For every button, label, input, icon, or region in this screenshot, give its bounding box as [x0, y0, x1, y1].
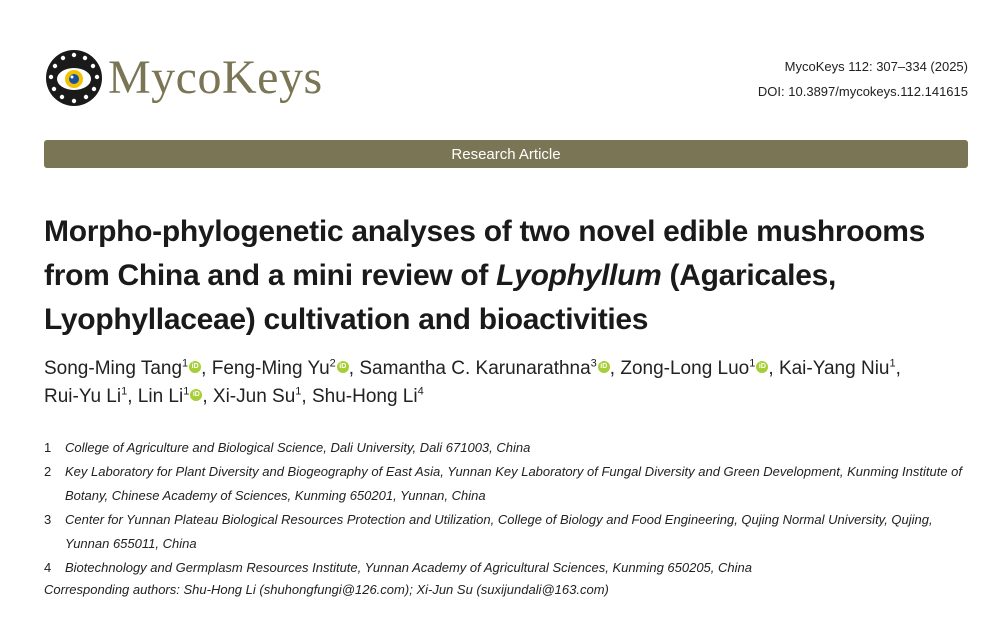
journal-logo[interactable]: [44, 48, 323, 108]
author-name: Shu-Hong Li: [311, 386, 418, 407]
orcid-icon[interactable]: iD: [189, 361, 201, 373]
title-genus: Lyophyllum: [496, 259, 662, 292]
author-affiliation: 3: [590, 357, 597, 370]
email-link-2[interactable]: suxijundali@163.com: [480, 582, 605, 597]
author: [44, 386, 127, 407]
author: [779, 358, 896, 379]
corresponding-author-1: Shu-Hong Li: [183, 582, 256, 597]
author: [212, 358, 349, 379]
doi-label: DOI:: [757, 84, 785, 99]
author: [620, 358, 768, 379]
affiliation-number: 3: [44, 512, 52, 527]
author-name: Zong-Long Luo: [620, 358, 750, 379]
author-name: Feng-Ming Yu: [211, 358, 330, 379]
doi-line: [758, 79, 968, 104]
author: [359, 358, 609, 379]
author: [213, 386, 302, 407]
citation: MycoKeys 112: 307–334 (2025): [784, 59, 968, 74]
orcid-icon[interactable]: iD: [598, 361, 610, 373]
affiliation-item: [44, 508, 974, 556]
title-part-1: Morpho-phylogenetic analyses of two novel edible mushrooms from China and a mini review of: [44, 215, 926, 292]
doi-link[interactable]: 10.3897/mycokeys.112.141615: [788, 84, 968, 99]
orcid-icon[interactable]: iD: [756, 361, 768, 373]
affiliation-number: 2: [44, 464, 52, 479]
author-affiliation: 1: [182, 357, 189, 370]
corresponding-label: Corresponding authors:: [44, 582, 184, 597]
journal-header: [44, 48, 968, 118]
corresponding-separator: ;: [409, 582, 417, 597]
affiliation-item: [44, 460, 974, 508]
affiliation-text: Center for Yunnan Plateau Biological Resources Protection and Utilization, College of Biology and Food Engineering, Qujing Normal University, Qujing, Yunnan 655011, China: [65, 512, 933, 551]
affiliation-number: 1: [44, 440, 52, 455]
title-part-2: (Agaricales, Lyophyllaceae) cultivation and bioactivities: [44, 259, 837, 336]
author-affiliation: 1: [183, 385, 190, 398]
affiliation-text: Biotechnology and Germplasm Resources Institute, Yunnan Academy of Agricultural Sciences, Kunming 650205, China: [65, 560, 752, 575]
author-name: Samantha C. Karunarathna: [359, 358, 591, 379]
affiliation-text: College of Agriculture and Biological Science, Dali University, Dali 671003, China: [65, 440, 531, 455]
author: [312, 386, 424, 407]
affiliation-list: [44, 436, 974, 580]
article-type: Research Article: [451, 145, 561, 163]
article-meta: [758, 54, 968, 104]
orcid-icon[interactable]: iD: [190, 389, 202, 401]
author-affiliation: 4: [417, 385, 424, 398]
author-name: Xi-Jun Su: [212, 386, 296, 407]
affiliation-item: [44, 556, 974, 580]
article-title: [44, 210, 944, 342]
author: [44, 358, 201, 379]
author-name: Lin Li: [137, 386, 184, 407]
orcid-icon[interactable]: iD: [337, 361, 349, 373]
affiliation-text: Key Laboratory for Plant Diversity and Biogeography of East Asia, Yunnan Key Laboratory of Fungal Diversity and Green Development, Kunming Institute of Botany, Chinese Academy of Sciences, Kunming 650201, Yunnan, China: [65, 464, 963, 503]
email-link-1[interactable]: shuhongfungi@126.com: [263, 582, 405, 597]
corresponding-author-2: Xi-Jun Su: [416, 582, 473, 597]
affiliation-item: [44, 436, 974, 460]
author-name: Kai-Yang Niu: [778, 358, 890, 379]
author-affiliation: 1: [295, 385, 302, 398]
mycokeys-eye-icon: [44, 48, 104, 108]
author-affiliation: 1: [749, 357, 756, 370]
author-affiliation: 1: [889, 357, 896, 370]
author: [138, 386, 203, 407]
journal-name: MycoKeys: [108, 51, 323, 104]
author-name: Rui-Yu Li: [44, 386, 122, 407]
corresponding-authors: Corresponding authors: Shu-Hong Li (shuhongfungi@126.com); Xi-Jun Su (suxijundali@163.com): [44, 582, 609, 597]
author-name: Song-Ming Tang: [44, 358, 183, 379]
affiliation-number: 4: [44, 560, 52, 575]
author-affiliation: 1: [121, 385, 128, 398]
author-affiliation: 2: [329, 357, 336, 370]
article-type-banner: [44, 140, 968, 168]
author-list: Song-Ming Tang$^1$ iD , Feng-Ming Yu$^2$ iD , Samantha C. Karunarathna$^3$ iD , Zong-Long Luo$^1$ iD , Kai-Yang Niu$^1$, Rui-Yu Li$^1$, Lin Li$^1$ iD , Xi-Jun Su$^1$, Shu-Hong Li$^4$: [44, 357, 901, 407]
